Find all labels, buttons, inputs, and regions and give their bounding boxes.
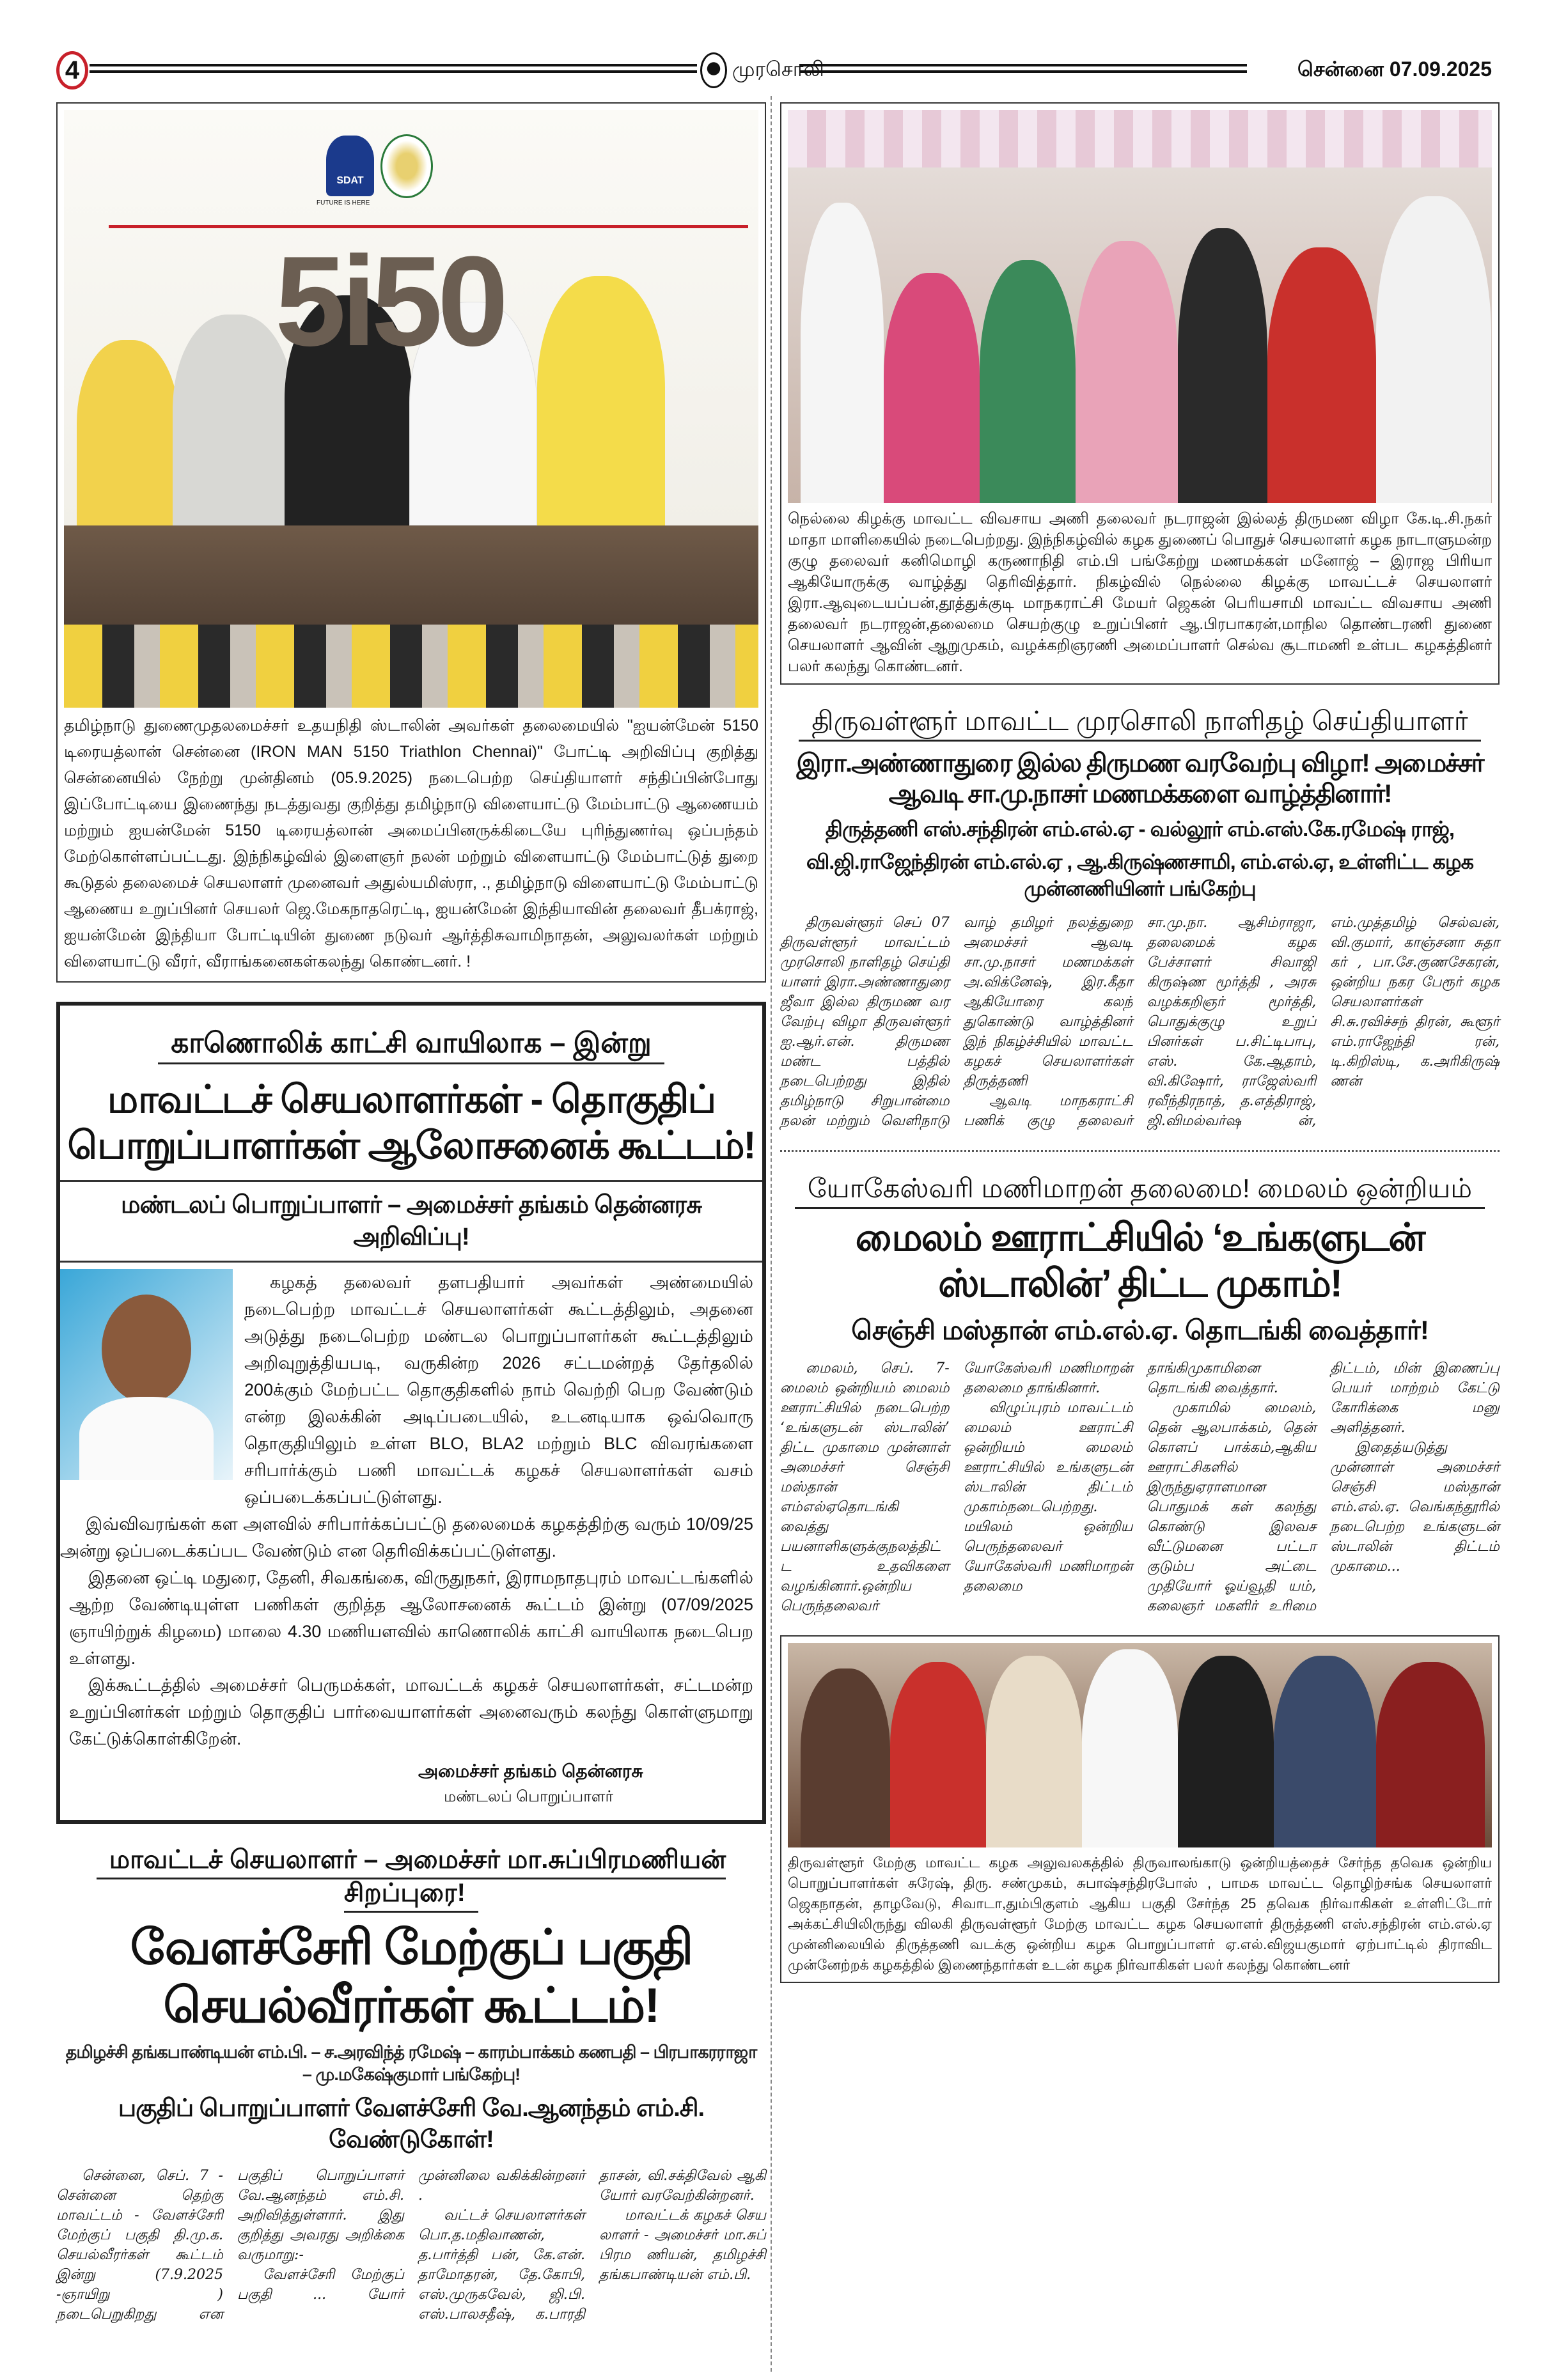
section-divider [780, 1150, 1500, 1152]
velachery-body: சென்னை, செப். 7 - சென்னை தெற்கு மாவட்டம் - வேளச்சேரி மேற்குப் பகுதி தி.மு.க. செயல்வீரர்கள் கூட்டம் இன்று (7.9.2025 -ஞாயிறு ) நடைபெறுகிறது என பகுதிப் பொறுப்பாளர் வே.ஆனந்தம் எம்.சி. அறிவித்துள்ளார். இது குறித்து அவரது அறிக்கை வருமாறு:- வேளச்சேரி மேற்குப் பகுதி ... யோர் முன்னிலை வகிக்கின்றனர் . வட்டச் செயலாளர்கள் பொ.த.மதிவாணன், த.பார்த்தி பன், கே.என். தாமோதரன், தே.கோபி, எஸ்.முருகவேல், ஜி.பி. எஸ்.பாலசதீஷ், க.பாரதி தாசன், வி.சக்திவேல் ஆகி யோர் வரவேற்கின்றனர். மாவட்டக் கழகச் செய லாளர் - அமைச்சர் மா.சுப் பிரம ணியன், தமிழச்சி தங்கபாண்டியன் எம்.பி. [56, 2168, 766, 2323]
tiruvallur-kicker: திருவள்ளூர் மாவட்ட முரசொலி நாளிதழ் செய்தியாளர் [780, 704, 1500, 739]
velachery-kicker: மாவட்டச் செயலாளர் – அமைச்சர் மா.சுப்பிரமணியன் சிறப்புரை! [56, 1843, 766, 1909]
sdat-logo: SDAT [326, 136, 374, 196]
mailam-article [780, 1171, 1500, 1616]
right-column [780, 102, 1500, 1983]
banner-red-line [109, 225, 748, 228]
column-divider [771, 96, 772, 2372]
sdat-tagline: FUTURE IS HERE [317, 199, 370, 206]
velachery-headline: வேளச்சேரி மேற்குப் பகுதி செயல்வீரர்கள் கூட்டம்! [130, 1920, 693, 2034]
signature-title: மண்டலப் பொறுப்பாளர் [444, 1787, 613, 1805]
header-rule-left [90, 64, 697, 73]
tiruvallur-body: திருவள்ளூர் செப் 07 திருவள்ளூர் மாவட்டம் முரசொலி நாளிதழ் செய்தி யாளர் இரா.அண்ணாதுரை ஜீவா இல்ல திருமண வர வேற்பு விழா திருவள்ளூர் ஐ.ஆர்.என். திருமண மண்ட பத்தில் நடைபெற்றது இதில் தமிழ்நாடு சிறுபான்மை நலன் மற்றும் வெளிநாடு வாழ் தமிழர் நலத்துறை அமைச்சர் ஆவடி சா.மு.நாசர் மணமக்கள் அ.விக்னேஷ், இர.கீதா ஆகியோரை கலந் துகொண்டு வாழ்த்தினர் இந் நிகழ்ச்சியில் மாவட்ட கழகச் செயலாளர்கள் திருத்தணி ஆவடி மாநகராட்சி பணிக் குழு தலைவர் சா.மு.நா. ஆசிம்ராஜா, தலைமைக் கழக பேச்சாளர் சிவாஜி கிருஷ்ண மூர்த்தி , அரசு வழக்கறிஞர் மூர்த்தி, பொதுக்குழு உறுப் பினர்கள் ப.சிட்டிபாபு, எஸ். கே.ஆதாம், வி.கிஷோர், ராஜேஸ்வரி ரவீந்திரநாத், த.எத்திராஜ், ஜி.விமல்வர்ஷ ன், எம்.முத்தமிழ் செல்வன், வி.குமார், காஞ்சனா சுதா கர் , பா.சே.குணசேகரன், ஒன்றிய நகர பேரூர் கழக செயலாளர்கள் சி.சு.ரவிச்சந் திரன், கூளூர் எம்.ராஜேந்தி ரன், டி.கிறிஸ்டி, க.அரிகிருஷ் ணன் [780, 914, 1500, 1129]
meeting-announcement-box [56, 1002, 766, 1824]
mailam-kicker: யோகேஸ்வரி மணிமாறன் தலைமை! மைலம் ஒன்றியம் [780, 1171, 1500, 1206]
velachery-subhead-2: பகுதிப் பொறுப்பாளர் வேளச்சேரி வே.ஆனந்தம் எம்.சி. வேண்டுகோள்! [118, 2094, 705, 2153]
meeting-body: கழகத் தலைவர் தளபதியார் அவர்கள் அண்மையில் நடைபெற்ற மாவட்டச் செயலாளர்கள் கூட்டத்திலும், அதனை அடுத்து நடைபெற்ற மண்டல பொறுப்பாளர்கள் கூட்டத்திலும் அறிவுறுத்தியபடி, வருகின்ற 2026 சட்டமன்றத் தேர்தலில் 200க்கும் மேற்பட்ட தொகுதிகளில் நாம் வெற்றி பெற வேண்டும் என்ற இலக்கின் அடிப்படையில், உடனடியாக ஒவ்வொரு தொகுதியிலும் உள்ள BLO, BLA2 மற்றும் BLC விவரங்களை சரிபார்க்கும் பணி மாவட்டக் கழகச் செயலாளர்கள் வசம் ஒப்படைக்கப்பட்டுள்ளது. இவ்விவரங்கள் கள அளவில் சரிபார்க்கப்பட்டு தலைமைக் கழகத்திற்கு வரும் 10/09/25 அன்று ஒப்படைக்கப்பட வேண்டும் என தெரிவிக்கப்பட்டுள்ளது. இதனை ஒட்டி மதுரை, தேனி, சிவகங்கை, விருதுநகர், இராமநாதபுரம் மாவட்டங்களில் ஆற்ற வேண்டியுள்ள பணிகள் குறித்த ஆலோசனைக் கூட்டம் இன்று (07/09/2025 ஞாயிற்றுக் கிழமை) மாலை 4.30 மணியளவில் காணொலிக் காட்சி வாயிலாக நடைபெற உள்ளது. இக்கூட்டத்தில் அமைச்சர் பெருமக்கள், மாவட்டக் கழகச் செயலாளர்கள், சட்டமன்ற உறுப்பினர்கள் மற்றும் தொகுதிப் பார்வையாளர்கள் அனைவரும் கலந்து கொள்ளுமாறு கேட்டுக்கொள்கிறேன். [60, 1263, 762, 1752]
page-number: 4 [56, 51, 88, 89]
tiruvallur-article [780, 704, 1500, 1131]
joining-photo [788, 1643, 1492, 1847]
velachery-subhead-1: தமிழச்சி தங்கபாண்டியன் எம்.பி. – ச.அரவிந்த் ரமேஷ் – காரம்பாக்கம் கணபதி – பிரபாகரராஜா – மு.மகேஷ்குமார் பங்கேற்பு! [65, 2042, 757, 2085]
tiruvallur-subhead-1: திருத்தணி எஸ்.சந்திரன் எம்.எல்.ஏ - வல்லூர் எம்.எஸ்.கே.ரமேஷ் ராஜ், [825, 816, 1455, 841]
left-column [56, 102, 766, 2324]
wedding-article [780, 102, 1500, 685]
ironman-photo [64, 110, 758, 525]
mailam-subhead: செஞ்சி மஸ்தான் எம்.எல்.ஏ. தொடங்கி வைத்தார்! [851, 1315, 1429, 1346]
tn-emblem [380, 134, 433, 198]
joining-article [780, 1635, 1500, 1983]
meeting-headline: மாவட்டச் செயலாளர்கள் - தொகுதிப் பொறுப்பாளர்கள் ஆலோசனைக் கூட்டம்! [67, 1078, 755, 1167]
velachery-article [56, 1843, 766, 2324]
wedding-caption: நெல்லை கிழக்கு மாவட்ட விவசாய அணி தலைவர் நடராஜன் இல்லத் திருமண விழா கே.டி.சி.நகர் மாதா மாளிகையில் நடைபெற்றது. இந்நிகழ்வில் கழக துணைப் பொதுச் செயலாளர் கழக நாடாளுமன்ற குழு தலைவர் கனிமொழி கருணாநிதி எம்.பி பங்கேற்று மணமக்கள் மனோஜ் – இராஜ பிரியா ஆகியோருக்கு வாழ்த்து தெரிவித்தார். நிகழ்வில் நெல்லை கிழக்கு மாவட்டச் செயலாளர் இரா.ஆவுடையப்பன்,தூத்துக்குடி மாநகராட்சி மேயர் ஜெகன் பெரியசாமி மாவட்ட விவசாய அணி தலைவர் நடராஜன்,தலைமை செயற்குழு உறுப்பினர் ஆ.பிரபாகரன்,மாநில தொண்டரணி துணை செயலாளர் ஆவின் ஆறுமுகம், வழக்கறிஞரணி அமைப்பாளர் செல்வ சூடாமணி உள்பட கழகத்தினர் பலர் கலந்து கொண்டனர். [788, 510, 1492, 675]
ironman-article [56, 102, 766, 983]
signature-name: அமைச்சர் தங்கம் தென்னரசு [418, 1761, 643, 1781]
mailam-body: மைலம், செப். 7- மைலம் ஒன்றியம் மைலம் ஊராட்சியில் நடைபெற்ற ‘உங்களுடன் ஸ்டாலின்’ திட்ட முகாமை முன்னாள் அமைச்சர் செஞ்சி மஸ்தான் எம்எல்ஏதொடங்கி வைத்து பயனாளிகளுக்குநலத்திட்ட உதவிகளை வழங்கினார்.ஒன்றிய பெருந்தலைவர் யோகேஸ்வரி மணிமாறன் தலைமை தாங்கினார். விழுப்புரம் மாவட்டம் மைலம் ஊராட்சி ஒன்றியம் மைலம் ஊராட்சியில் உங்களுடன் ஸ்டாலின் திட்டம் முகாம்நடைபெற்றது. மயிலம் ஒன்றிய பெருந்தலைவர் யோகேஸ்வரி மணிமாறன் தலைமை தாங்கிமுகாமினை தொடங்கி வைத்தார். முகாமில் மைலம், தென் ஆலபாக்கம், தென் கொளப் பாக்கம்,ஆகிய ஊராட்சிகளில் இருந்துஏராளமான பொதுமக் கள் கலந்து கொண்டு இலவச வீட்டுமனை பட்டா குடும்ப அட்டை முதியோர் ஓய்வூதி யம், கலைஞர் மகளிர் உரிமை திட்டம், மின் இணைப்பு பெயர் மாற்றம் கேட்டு கோரிக்கை மனு அளித்தனர். இதைத்யடுத்து முன்னாள் அமைச்சர் செஞ்சி மஸ்தான் எம்.எல்.ஏ. வெங்கந்தூரில் நடைபெற்ற உங்களுடன் ஸ்டாலின் திட்டம் முகாமை... [780, 1360, 1500, 1614]
edition-date: சென்னை 07.09.2025 [1297, 58, 1492, 81]
ironman-caption: தமிழ்நாடு துணைமுதலமைச்சர் உதயநிதி ஸ்டாலின் அவர்கள் தலைமையில் "ஐயன்மேன் 5150 டிரையத்லான் சென்னை (IRON MAN 5150 Triathlon Chennai)" போட்டி அறிவிப்பு குறித்து சென்னையில் நேற்று முன்தினம் (05.9.2025) நடைபெற்ற செய்தியாளர் சந்திப்பின்போது இப்போட்டியை இணைந்து நடத்துவது குறித்து தமிழ்நாடு விளையாட்டு மேம்பாட்டு ஆணையம் மற்றும் ஐயன்மேன் 5150 டிரையத்லான் அமைப்பினருக்கிடையே புரிந்துணர்வு ஒப்பந்தம் மேற்கொள்ளப்பட்டது. இந்நிகழ்வில் இளைஞர் நலன் மற்றும் விளையாட்டு மேம்பாட்டுத் துறை கூடுதல் தலைமைச் செயலாளர் முனைவர் அதுல்யமிஸ்ரா, ., தமிழ்நாடு விளையாட்டு மேம்பாட்டு ஆணைய உறுப்பினர் செயலர் ஜெ.மேகநாதரெட்டி, ஐயன்மேன் இந்தியாவின் தலைவர் தீபக்ராஜ், ஐயன்மேன் இந்தியா போட்டியின் துணை நடுவர் ஆர்த்திசுவாமிநாதன், அலுவலர்கள் மற்றும் விளையாட்டு வீரர், வீராங்கனைகள்கலந்து கொண்டனர். ! [64, 717, 758, 970]
mailam-headline: மைலம் ஊராட்சியில் ‘உங்களுடன் ஸ்டாலின்’ திட்ட முகாம்! [855, 1216, 1425, 1305]
meeting-kicker: காணொலிக் காட்சி வாயிலாக – இன்று [60, 1025, 762, 1061]
tiruvallur-subhead-2: வி.ஜி.ராஜேந்திரன் எம்.எல்.ஏ , ஆ.கிருஷ்ணசாமி, எம்.எல்.ஏ, உள்ளிட்ட கழக முன்னணியினர் பங்கேற்பு [806, 850, 1474, 901]
header-rule-right [799, 64, 1247, 73]
event-5i50-logo: 5i50 [275, 230, 504, 373]
paper-name: முரசொலி [732, 57, 824, 81]
press-meet-audience-photo [64, 525, 758, 708]
wedding-photo [788, 110, 1492, 503]
rooster-logo-icon [700, 52, 727, 88]
joining-caption: திருவள்ளூர் மேற்கு மாவட்ட கழக அலுவலகத்தில் திருவாலங்காடு ஒன்றியத்தைச் சேர்ந்த தவெக ஒன்றிய பொறுப்பாளர்கள் சுரேஷ், திரு. சண்முகம், சுபாஷ்சந்திரபோஸ் , பாமக மாவட்ட தொழிற்சங்க செயலாளர் ஜெகநாதன், தாழவேடு, சிவாடா,தும்பிகுளம் ஆகிய பகுதி சேர்ந்த 25 தவெக நிர்வாகிகள் உள்ளிட்டோர் அக்கட்சியிலிருந்து விலகி திருவள்ளூர் மேற்கு மாவட்ட கழக செயலாளர் திருத்தணி எஸ்.சந்திரன் எம்.எல்.ஏ முன்னிலையில் திருத்தணி வடக்கு ஒன்றிய கழக பொறுப்பாளர் ஏ.எல்.விஜயகுமார் ஏற்பாட்டில் திராவிட முன்னேற்றக் கழகத்தில் இணைந்தார்கள் உடன் கழக நிர்வாகிகள் பலர் கலந்து கொண்டனர் [788, 1854, 1492, 1973]
minister-portrait [60, 1269, 233, 1480]
tiruvallur-headline: இரா.அண்ணாதுரை இல்ல திருமண வரவேற்பு விழா! அமைச்சர் ஆவடி சா.மு.நாசர் மணமக்களை வாழ்த்தினார்! [796, 749, 1484, 808]
meeting-subhead: மண்டலப் பொறுப்பாளர் – அமைச்சர் தங்கம் தென்னரசு அறிவிப்பு! [60, 1180, 762, 1263]
